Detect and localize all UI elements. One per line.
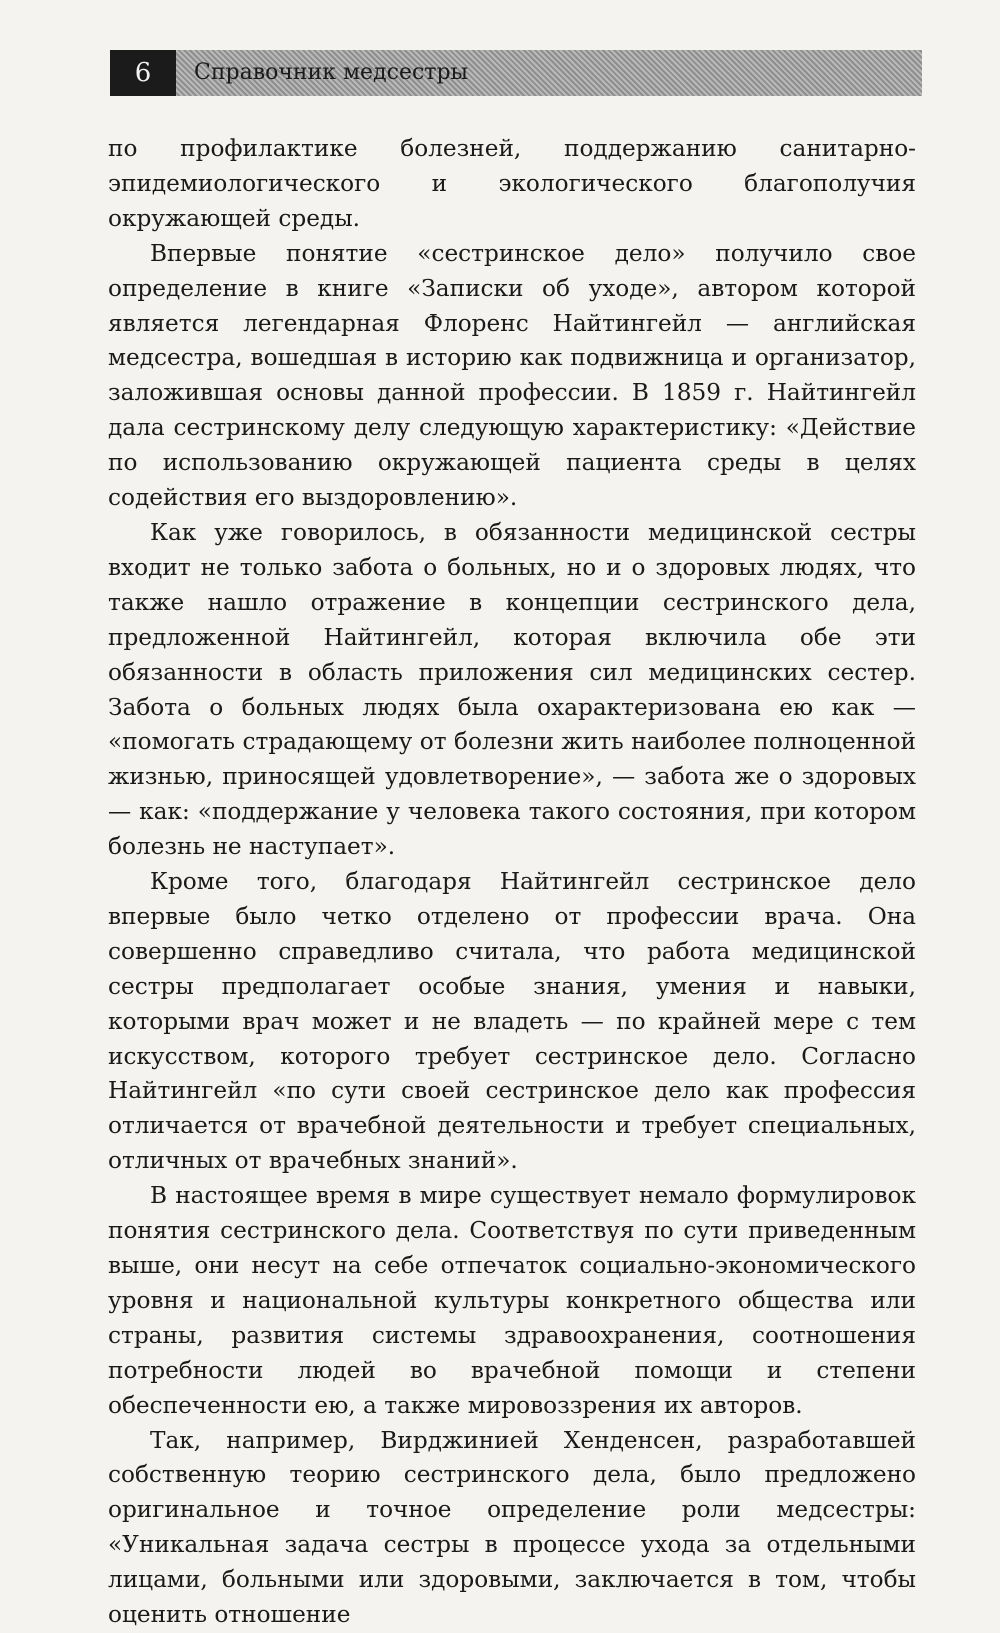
paragraph: Кроме того, благодаря Найтингейл сестринское дело впервые было четко отделено от профессии врача. Она совершенно справедливо считала, что работа медицинской сестры предполагает особые знания, умения и навыки, которыми врач может и не владеть — по крайней мере с тем искусством, которого требует сестринское дело. Согласно Найтингейл «по сути своей сестринское дело как профессия отличается от врачебной деятельности и требует специальных, отличных от врачебных знаний». — [108, 868, 916, 1175]
body-text — [108, 132, 916, 1633]
page-number: 6 — [110, 50, 176, 96]
paragraph: Как уже говорилось, в обязанности медицинской сестры входит не только забота о больных, но и о здоровых людях, что также нашло отражение в концепции сестринского дела, предложенной Найтингейл, которая включила обе эти обязанности в область приложения сил медицинских сестер. Забота о больных людях была охарактеризована ею как — «помогать страдающему от болезни жить наиболее полноценной жизнью, приносящей удовлетворение», — забота же о здоровых — как: «поддержание у человека такого состояния, при котором болезнь не наступает». — [108, 518, 916, 861]
paragraph: В настоящее время в мире существует немало формулировок понятия сестринского дела. Соответствуя по сути приведенным выше, они несут на себе отпечаток социально-экономического уровня и национальной культуры конкретного общества или страны, развития системы здравоохранения, соотношения потребности людей во врачебной помощи и степени обеспеченности ею, а также мировоззрения их авторов. — [108, 1182, 916, 1419]
paragraph: Впервые понятие «сестринское дело» получило свое определение в книге «Записки об уходе», автором которой является легендарная Флоренс Найтингейл — английская медсестра, вошедшая в историю как подвижница и организатор, заложившая основы данной профессии. В 1859 г. Найтингейл дала сестринскому делу следующую характеристику: «Действие по использованию окружающей пациента среды в целях содействия его выздоровлению». — [108, 239, 916, 512]
paragraph: по профилактике болезней, поддержанию санитарно-эпидемиологического и экологического благополучия окружающей среды. — [108, 135, 916, 232]
page-header — [110, 50, 922, 96]
running-title: Справочник медсестры — [194, 60, 469, 85]
paragraph: Так, например, Вирджинией Хенденсен, разработавшей собственную теорию сестринского дела, было предложено оригинальное и точное определение роли медсестры: «Уникальная задача сестры в процессе ухода за отдельными лицами, больными или здоровыми, заключается в том, чтобы оценить отношение — [108, 1426, 916, 1629]
